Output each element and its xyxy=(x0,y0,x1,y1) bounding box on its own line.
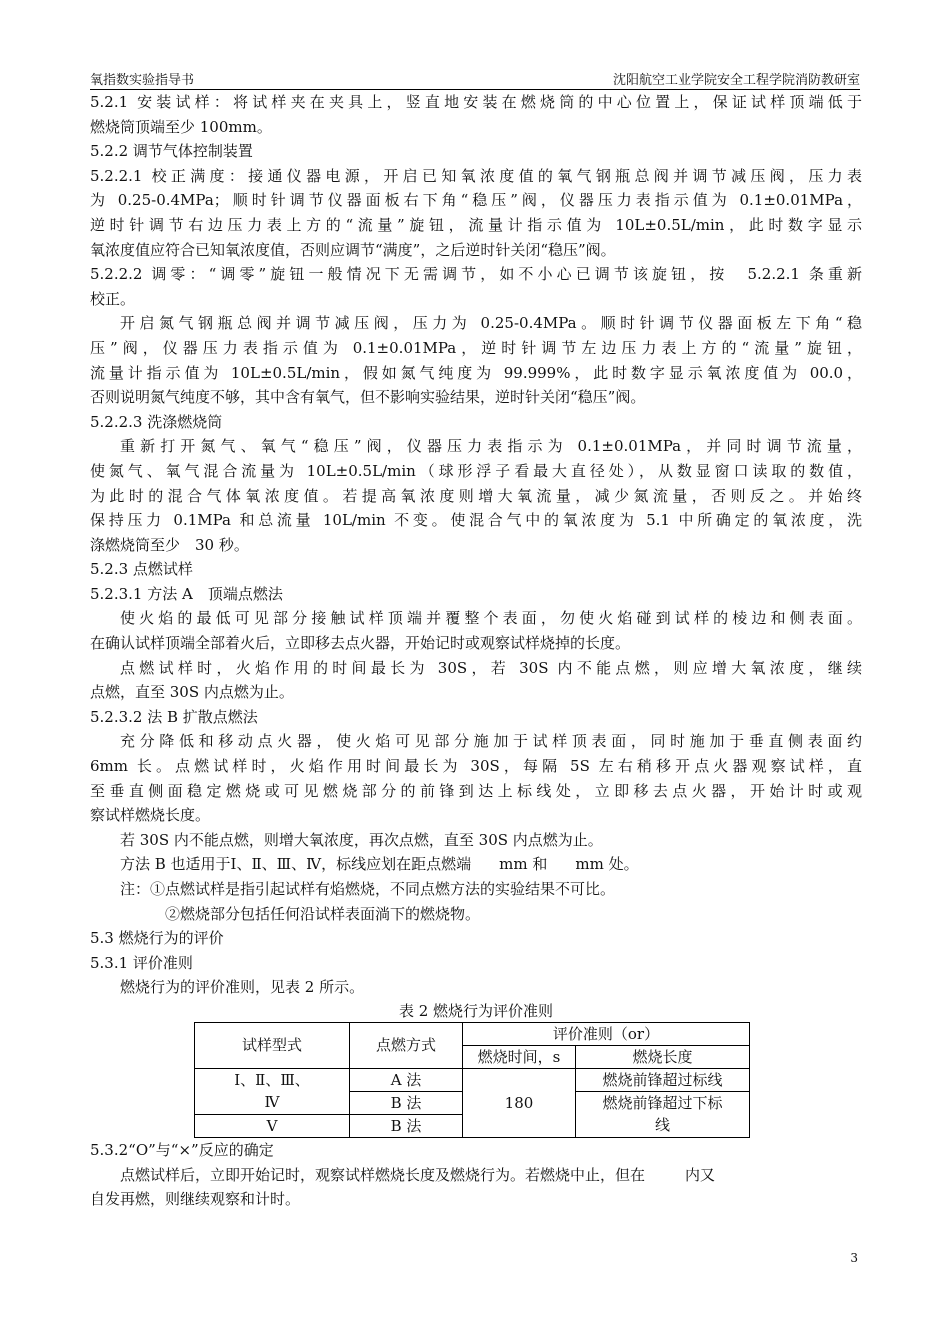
body-line: 流量计指示值为 10L±0.5L/min，假如氮气纯度为 99.999%，此时数字显示氧浓度值为 00.0， xyxy=(90,363,862,382)
page-number: 3 xyxy=(850,1251,858,1265)
body-line: 6mm 长。点燃试样时，火焰作用时间最长为 30S，每隔 5S 左右稍移开点火器观察试样，直 xyxy=(90,757,862,776)
section-heading: 5.3.2“O”与“×”反应的确定 xyxy=(90,1140,274,1159)
cell-sample-type xyxy=(195,1068,350,1114)
cell-text: 燃烧前锋超过下标 xyxy=(602,1094,723,1113)
body-line: 充分降低和移动点火器，使火焰可见部分施加于试样顶表面，同时施加于垂直侧表面约 xyxy=(120,732,862,751)
body-line: 燃烧筒顶端至少 100mm。 xyxy=(90,117,272,136)
cell-text: 线 xyxy=(654,1116,670,1135)
body-line: 5.2.2.1 校正满度：接通仪器电源，开启已知氧浓度值的氧气钢瓶总阀并调节减压阀，压力表 xyxy=(90,166,862,185)
body-line-blanks xyxy=(90,1163,862,1188)
body-line: 至垂直侧面稳定燃烧或可见燃烧部分的前锋到达上标线处，立即移去点火器，开始计时或观 xyxy=(90,781,862,800)
body-line: 点燃试样时，火焰作用的时间最长为 30S，若 30S 内不能点燃，则应增大氧浓度，继续 xyxy=(120,658,862,677)
cell-method: B 法 xyxy=(350,1114,463,1137)
body-line: 使氮气、氧气混合流量为 10L±0.5L/min（球形浮子看最大直径处），从数显窗口读取的数值， xyxy=(90,461,862,480)
header-criteria: 评价准则（or） xyxy=(463,1022,750,1045)
section-heading: 5.2.2.3 洗涤燃烧筒 xyxy=(90,412,223,431)
header-institution: 沈阳航空工业学院安全工程学院消防教研室 xyxy=(612,73,860,88)
body-line: 涤燃烧筒至少 30 秒。 xyxy=(90,535,249,554)
note-line: 注：①点燃试样是指引起试样有焰燃烧，不同点燃方法的实验结果不可比。 xyxy=(120,880,616,898)
header-burn-time: 燃烧时间，s xyxy=(463,1045,576,1068)
blank-text: mm 处。 xyxy=(575,855,639,874)
header-sample-type: 试样型式 xyxy=(195,1022,350,1068)
body-line-blanks xyxy=(90,852,862,877)
body-line: 氧浓度值应符合已知氧浓度值，否则应调节“满度”，之后逆时针关闭“稳压”阀。 xyxy=(90,240,616,259)
body-line: 开启氮气钢瓶总阀并调节减压阀，压力为 0.25-0.4MPa。顺时针调节仪器面板左下角“稳 xyxy=(120,314,862,333)
body-line: 点燃，直至 30S 内点燃为止。 xyxy=(90,683,294,702)
body-line: 5.2.1 安装试样：将试样夹在夹具上，竖直地安装在燃烧筒的中心位置上，保证试样顶端低于 xyxy=(90,93,862,111)
body-line: 5.2.2.2 调零：“调零”旋钮一般情况下无需调节，如不小心已调节该旋钮，按 5.2.2.1 条重新 xyxy=(90,265,862,284)
body-line: 使火焰的最低可见部分接触试样顶端并覆整个表面，勿使火焰碰到试样的棱边和侧表面。 xyxy=(120,609,862,628)
body-line: 重新打开氮气、氧气“稳压”阀，仪器压力表指示为 0.1±0.01MPa，并同时调节流量， xyxy=(120,437,862,456)
body-line: 察试样燃烧长度。 xyxy=(90,806,211,825)
cell-burn-length xyxy=(576,1091,750,1137)
header-doc-title: 氧指数实验指导书 xyxy=(90,73,195,88)
body-line: 燃烧行为的评价准则，见表 2 所示。 xyxy=(120,978,365,997)
blank-text: 内又 xyxy=(685,1165,716,1184)
cell-burn-length: 燃烧前锋超过标线 xyxy=(576,1068,750,1091)
section-heading: 5.2.2 调节气体控制装置 xyxy=(90,142,253,161)
blank-text: mm 和 xyxy=(499,855,548,874)
header-ignition-method: 点燃方式 xyxy=(350,1022,463,1068)
cell-method: A 法 xyxy=(350,1068,463,1091)
body-line: 在确认试样顶端全部着火后，立即移去点火器，开始记时或观察试样烧掉的长度。 xyxy=(90,634,631,653)
section-heading: 5.3.1 评价准则 xyxy=(90,953,193,972)
cell-sample-type: Ⅴ xyxy=(195,1114,350,1137)
table-caption: 表 2 燃烧行为评价准则 xyxy=(398,1001,554,1020)
body-line: 为此时的混合气体氧浓度值。若提高氧浓度则增大氧流量，减少氮流量，否则反之。并始终 xyxy=(90,486,862,505)
section-heading: 5.2.3.2 法 B 扩散点燃法 xyxy=(90,707,258,726)
cell-text: Ⅳ xyxy=(264,1093,280,1112)
cell-burn-time: 180 xyxy=(463,1068,576,1137)
section-heading: 5.2.3.1 方法 A 顶端点燃法 xyxy=(90,584,283,603)
cell-method: B 法 xyxy=(350,1091,463,1114)
page-body xyxy=(90,90,862,1212)
page-header xyxy=(90,69,860,90)
criteria-table xyxy=(194,1022,750,1138)
body-line: 自发再燃，则继续观察和计时。 xyxy=(90,1190,301,1209)
blank-text: 方法 B 也适用于Ⅰ、Ⅱ、Ⅲ、Ⅳ，标线应划在距点燃端 xyxy=(120,855,472,874)
section-heading: 5.3 燃烧行为的评价 xyxy=(90,929,224,948)
body-line: 若 30S 内不能点燃，则增大氧浓度，再次点燃，直至 30S 内点燃为止。 xyxy=(120,830,603,849)
note-line: ②燃烧部分包括任何沿试样表面淌下的燃烧物。 xyxy=(165,904,481,923)
cell-text: Ⅰ、Ⅱ、Ⅲ、 xyxy=(234,1071,310,1090)
body-line: 逆时针调节右边压力表上方的“流量”旋钮，流量计指示值为 10L±0.5L/min，此时数字显示 xyxy=(90,215,862,234)
body-line: 校正。 xyxy=(90,289,136,308)
body-line: 为 0.25-0.4MPa；顺时针调节仪器面板右下角“稳压”阀，仪器压力表指示值为 0.1±0.01MPa， xyxy=(90,191,862,210)
blank-text: 点燃试样后，立即开始记时，观察试样燃烧长度及燃烧行为。若燃烧中止，但在 xyxy=(120,1165,646,1184)
body-line: 压”阀，仪器压力表指示值为 0.1±0.01MPa，逆时针调节左边压力表上方的“流量”旋钮， xyxy=(90,338,862,357)
header-burn-length: 燃烧长度 xyxy=(576,1045,750,1068)
body-line: 保持压力 0.1MPa 和总流量 10L/min 不变。使混合气中的氧浓度为 5.1 中所确定的氧浓度，洗 xyxy=(90,511,862,530)
section-heading: 5.2.3 点燃试样 xyxy=(90,560,193,579)
body-line: 否则说明氮气纯度不够，其中含有氧气，但不影响实验结果，逆时针关闭“稳压”阀。 xyxy=(90,388,646,407)
